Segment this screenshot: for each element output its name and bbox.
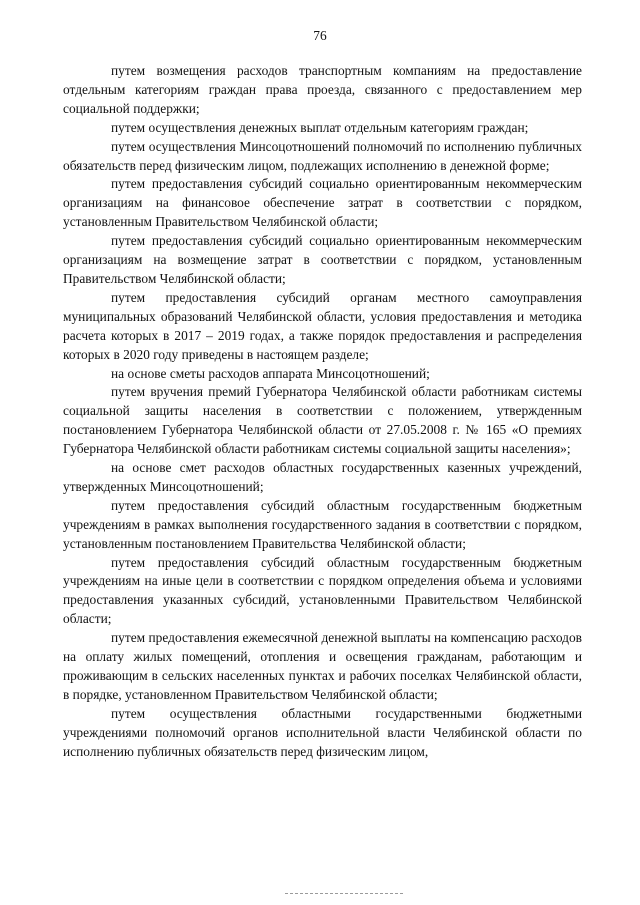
paragraph: путем осуществления областными государственными бюджетными учреждениями полномочий органов исполнительной власти Челябинской области по исполнению публичных обязательств перед физическим лицом, xyxy=(63,705,582,759)
paragraph: путем предоставления субсидий областным государственным бюджетным учреждениям в рамках выполнения государственного задания в соответствии с порядком, установленным постановлением Правительства Челябинской области; xyxy=(63,497,582,551)
paragraph: путем предоставления субсидий органам местного самоуправления муниципальных образований Челябинской области, условия предоставления и методика расчета которых в 2017 – 2019 годах, а также порядок предоставления и распределения которых в 2020 году приведены в настоящем разделе; xyxy=(63,289,582,362)
paragraph: на основе сметы расходов аппарата Минсоцотношений; xyxy=(111,365,430,381)
paragraph: путем предоставления субсидий социально ориентированным некоммерческим организациям на возмещение затрат в соответствии с порядком, установленным Правительством Челябинской области; xyxy=(63,233,582,286)
paragraph: путем предоставления субсидий областным государственным бюджетным учреждениям на иные цели в соответствии с порядком определения объема и условиями предоставления указанных субсидий, установленными Правительством Челябинской области; xyxy=(63,554,582,627)
paragraph: путем вручения премий Губернатора Челябинской области работникам системы социальной защиты населения в соответствии с положением, утвержденным постановлением Губернатора Челябинской области от 27.05.2008 г. № 165 «О премиях Губернатора Челябинской области работникам системы социальной защиты населения»; xyxy=(63,384,582,457)
body-text xyxy=(63,62,582,762)
paragraph: путем осуществления денежных выплат отдельным категориям граждан; xyxy=(111,119,529,135)
paragraph: на основе смет расходов областных государственных казенных учреждений, утвержденных Минсоцотношений; xyxy=(63,460,582,494)
scan-artifact-line xyxy=(285,893,403,895)
paragraph: путем возмещения расходов транспортным компаниям на предоставление отдельным категориям граждан права проезда, связанного с предоставлением мер социальной поддержки; xyxy=(63,63,582,116)
paragraph: путем предоставления ежемесячной денежной выплаты на компенсацию расходов на оплату жилых помещений, отопления и освещения гражданам, работающим и проживающим в сельских населенных пунктах и рабочих поселках Челябинской области, в порядке, установленном Правительством Челябинской области; xyxy=(63,630,582,702)
page-number: 76 xyxy=(313,28,327,43)
paragraph: путем осуществления Минсоцотношений полномочий по исполнению публичных обязательств перед физическим лицом, подлежащих исполнению в денежной форме; xyxy=(63,138,582,173)
paragraph: путем предоставления субсидий социально ориентированным некоммерческим организациям на финансовое обеспечение затрат в соответствии с порядком, установленным Правительством Челябинской области; xyxy=(63,176,582,230)
